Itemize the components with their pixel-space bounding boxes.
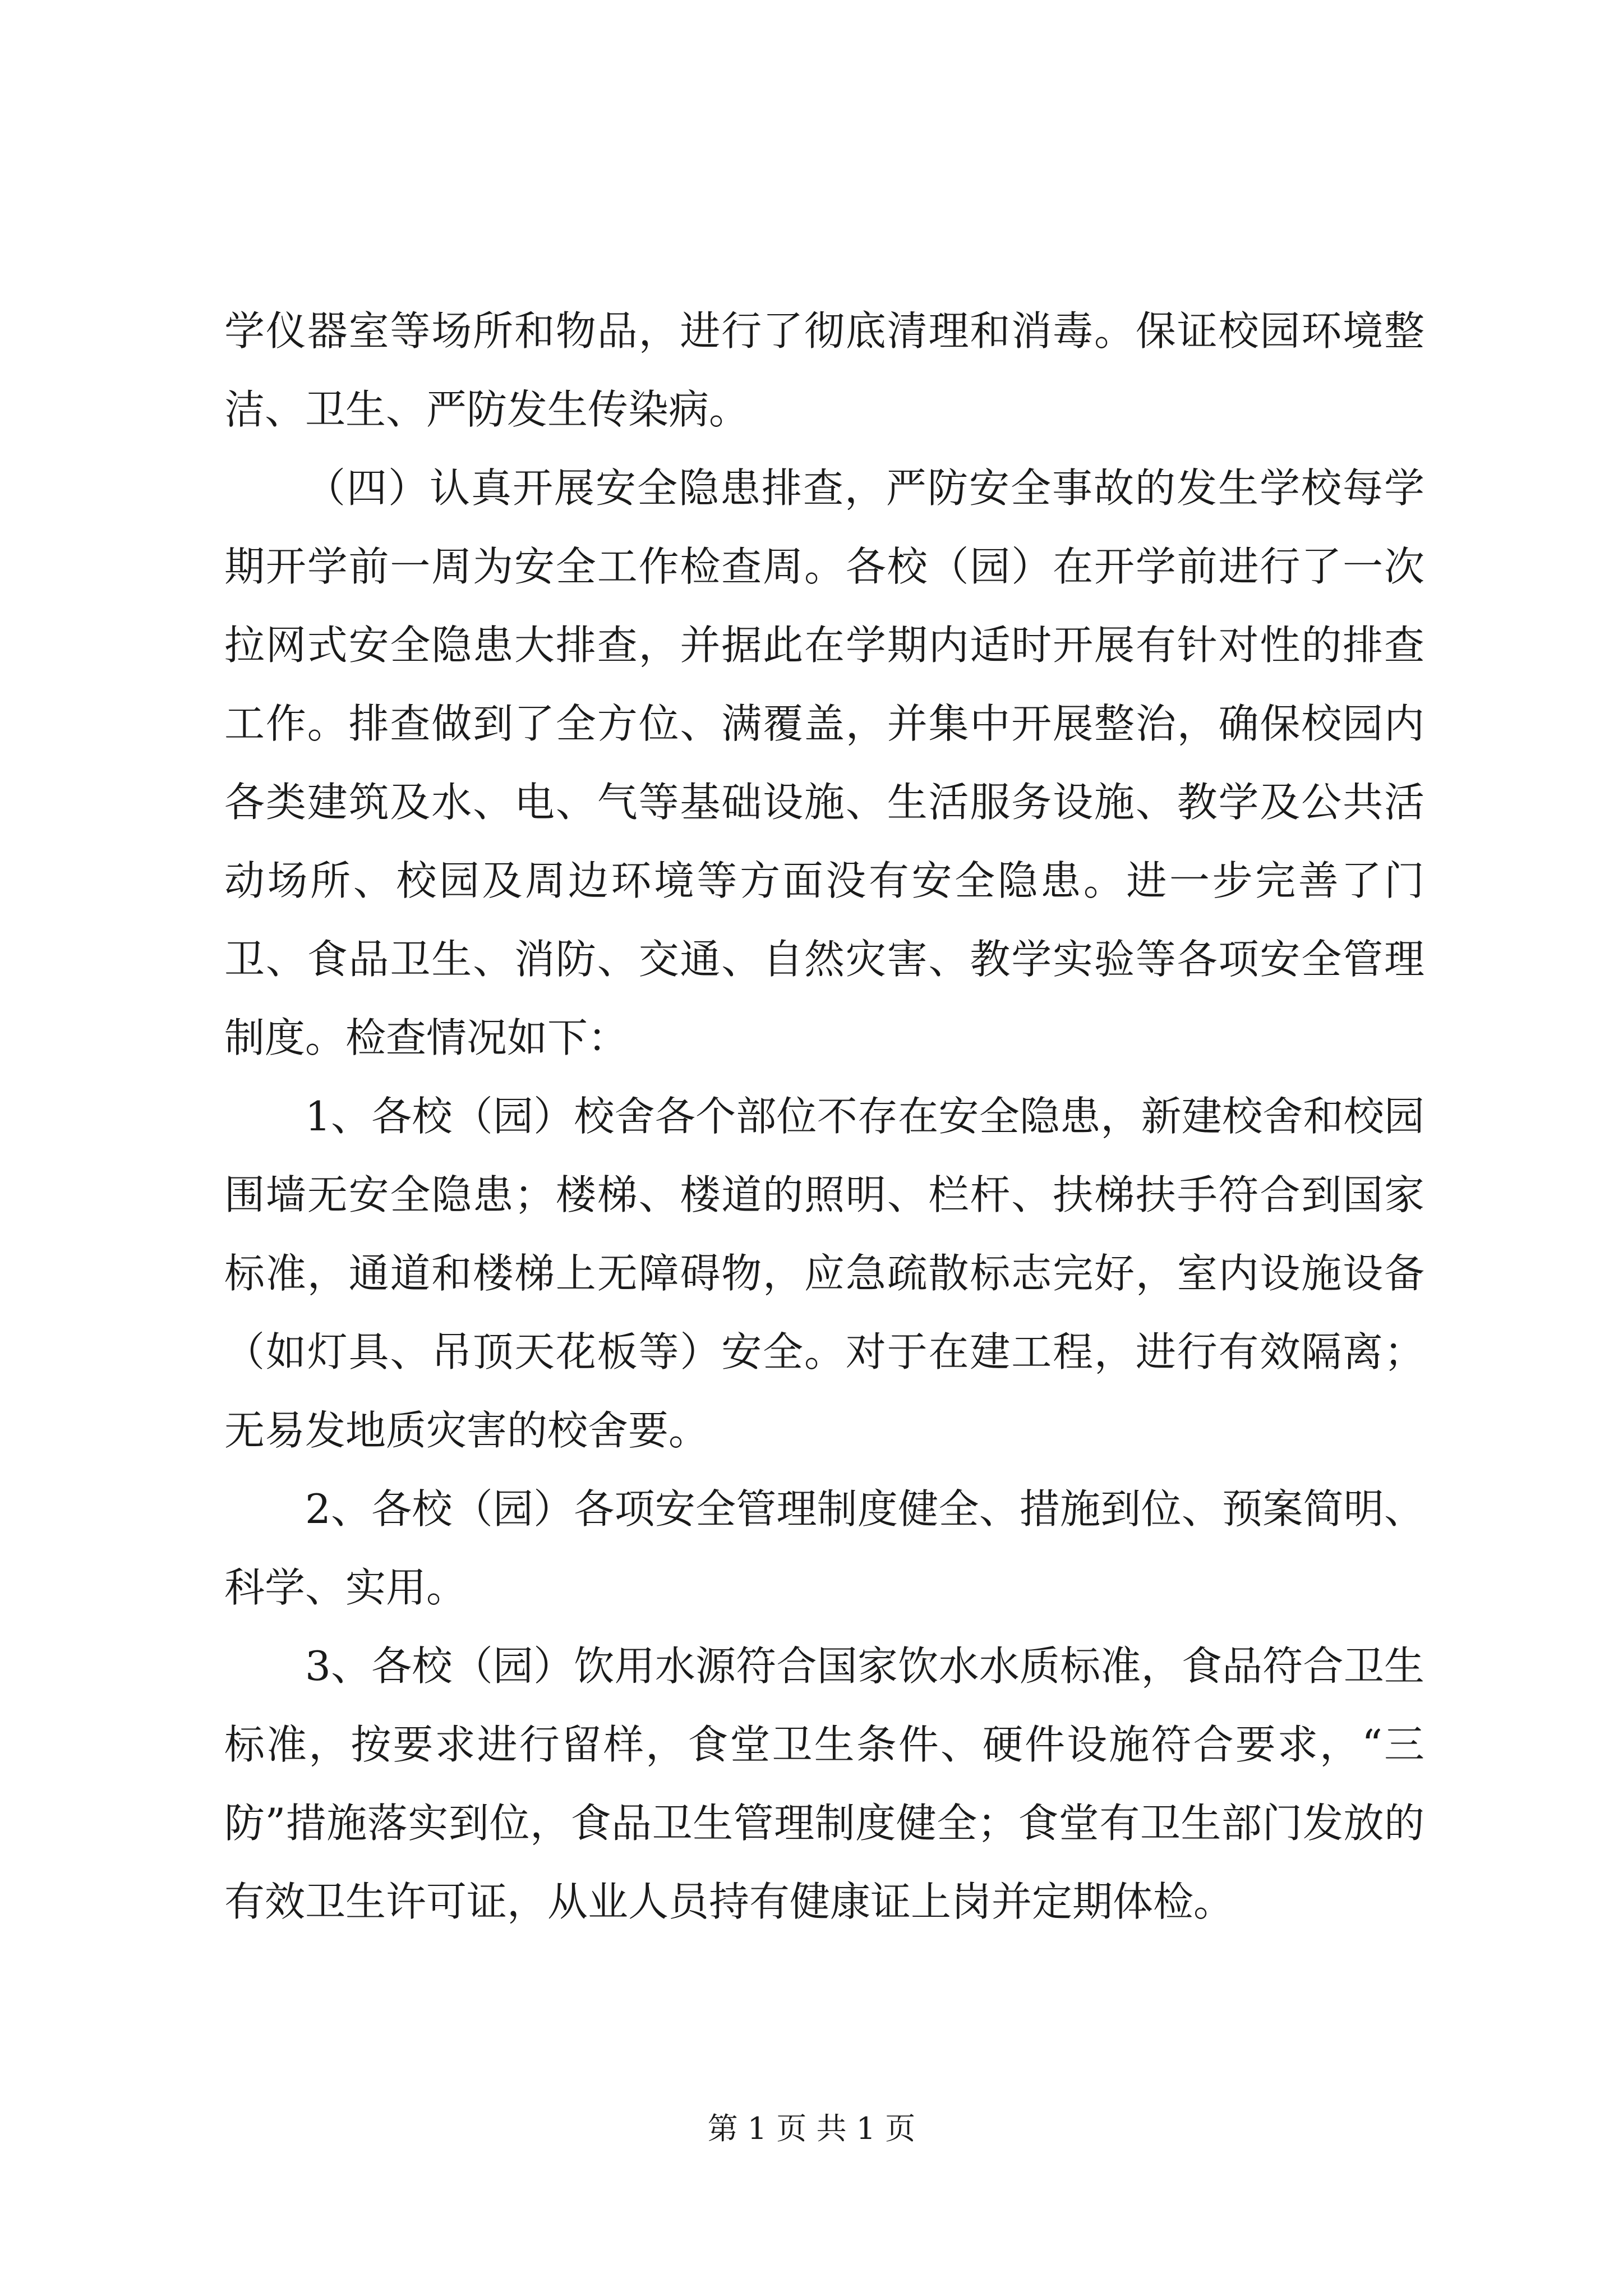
paragraph-item-3: 3、各校（园）饮用水源符合国家饮水水质标准，食品符合卫生标准，按要求进行留样，食堂卫生条件、硬件设施符合要求，“三防”措施落实到位，食品卫生管理制度健全；食堂有卫生部门发放的有效卫生许可证，从业人员持有健康证上岗并定期体检。 <box>224 1642 1424 1925</box>
paragraph-item-2: 2、各校（园）各项安全管理制度健全、措施到位、预案简明、科学、实用。 <box>224 1485 1424 1611</box>
paragraph-section-4: （四）认真开展安全隐患排查，严防安全事故的发生学校每学期开学前一周为安全工作检查周。各校（园）在开学前进行了一次拉网式安全隐患大排查，并据此在学期内适时开展有针对性的排查工作。排查做到了全方位、满覆盖，并集中开展整治，确保校园内各类建筑及水、电、气等基础设施、生活服务设施、教学及公共活动场所、校园及周边环境等方面没有安全隐患。进一步完善了门卫、食品卫生、消防、交通、自然灾害、教学实验等各项安全管理制度。检查情况如下： <box>224 464 1424 1061</box>
page-footer: 第 1 页 共 1 页 <box>707 2111 916 2146</box>
document-body <box>224 292 1424 1941</box>
paragraph-continuation: 学仪器室等场所和物品，进行了彻底清理和消毒。保证校园环境整洁、卫生、严防发生传染病。 <box>224 307 1424 433</box>
paragraph-item-1: 1、各校（园）校舍各个部位不存在安全隐患，新建校舍和校园围墙无安全隐患；楼梯、楼道的照明、栏杆、扶梯扶手符合到国家标准，通道和楼梯上无障碍物，应急疏散标志完好，室内设施设备（如灯具、吊顶天花板等）安全。对于在建工程，进行有效隔离；无易发地质灾害的校舍要。 <box>224 1093 1424 1454</box>
